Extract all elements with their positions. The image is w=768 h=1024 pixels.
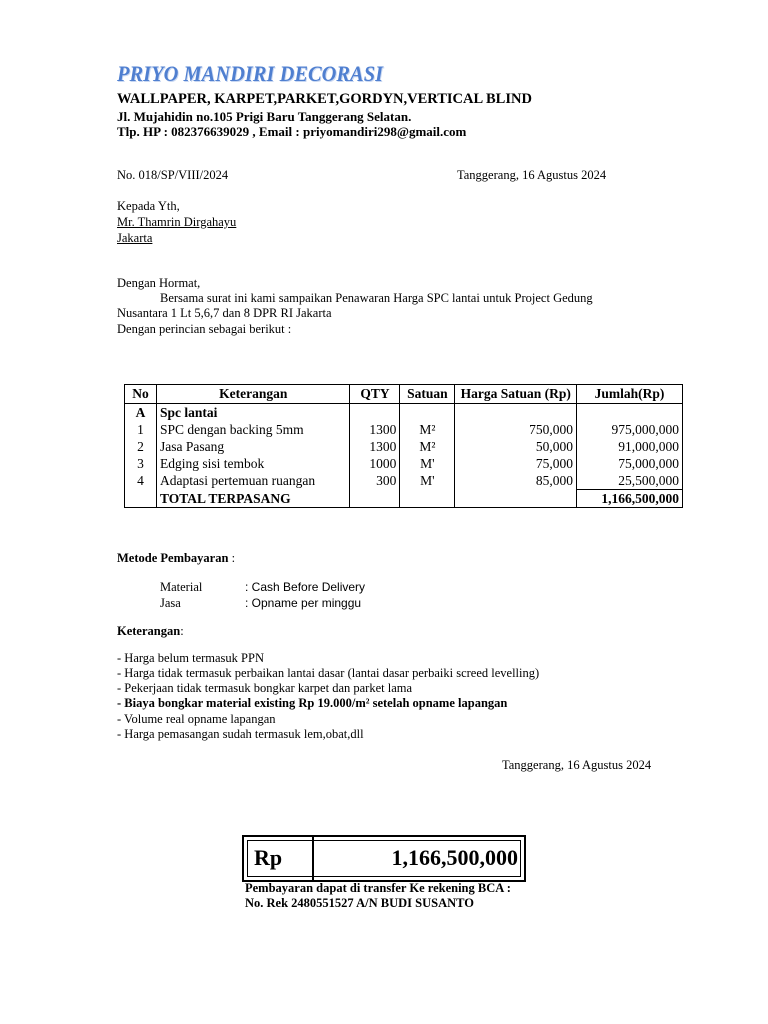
payment-title: Metode Pembayaran: [117, 551, 229, 565]
section-no: A: [125, 404, 157, 422]
row-qty: 1300: [350, 421, 400, 438]
company-contact: Tlp. HP : 082376639029 , Email : priyomandiri298@gmail.com: [117, 124, 467, 139]
row-unit: M²: [400, 421, 455, 438]
row-total: 25,500,000: [577, 472, 683, 490]
header-total: Jumlah(Rp): [577, 385, 683, 404]
total-value: 1,166,500,000: [577, 490, 683, 508]
header-unit: Satuan: [400, 385, 455, 404]
header-qty: QTY: [350, 385, 400, 404]
row-no: 1: [125, 421, 157, 438]
bank-account: No. Rek 2480551527 A/N BUDI SUSANTO: [245, 896, 474, 910]
section-row: [125, 404, 683, 422]
letter-number: No. 018/SP/VIII/2024: [117, 168, 229, 182]
total-label: TOTAL TERPASANG: [156, 490, 350, 508]
table-row: [125, 455, 683, 472]
payment-title-suffix: :: [228, 551, 236, 565]
letter-date: Tanggerang, 16 Agustus 2024: [457, 168, 607, 182]
row-no: 3: [125, 455, 157, 472]
to-label: Kepada Yth,: [117, 199, 180, 213]
row-unit: M': [400, 455, 455, 472]
row-no: 4: [125, 472, 157, 490]
table-row: [125, 438, 683, 455]
notes-title-suffix: :: [180, 624, 184, 638]
row-total: 975,000,000: [577, 421, 683, 438]
note-item: - Pekerjaan tidak termasuk bongkar karpet dan parket lama: [117, 681, 413, 695]
body-line-2: Nusantara 1 Lt 5,6,7 dan 8 DPR RI Jakarta: [117, 306, 332, 320]
row-price: 85,000: [455, 472, 577, 490]
row-description: Jasa Pasang: [156, 438, 350, 455]
recipient-city: Jakarta: [117, 231, 153, 245]
body-line-3: Dengan perincian sebagai berikut :: [117, 322, 292, 336]
header-unit-price: Harga Satuan (Rp): [455, 385, 577, 404]
note-item: - Harga pemasangan sudah termasuk lem,obat,dll: [117, 727, 364, 741]
greeting: Dengan Hormat,: [117, 276, 201, 290]
payment-material-label: Material: [160, 580, 203, 594]
notes-heading: [117, 624, 184, 639]
payment-jasa-label: Jasa: [160, 596, 181, 610]
table-row: [125, 421, 683, 438]
grand-total-box: [242, 835, 526, 882]
header-no: No: [125, 385, 157, 404]
row-unit: M': [400, 472, 455, 490]
row-price: 50,000: [455, 438, 577, 455]
row-price: 75,000: [455, 455, 577, 472]
note-item: - Biaya bongkar material existing Rp 19.000/m² setelah opname lapangan: [117, 696, 508, 710]
quotation-table: [124, 384, 683, 508]
recipient-name: Mr. Thamrin Dirgahayu: [117, 215, 237, 229]
notes-title: Keterangan: [117, 624, 181, 638]
table-row: [125, 472, 683, 490]
row-qty: 1000: [350, 455, 400, 472]
row-price: 750,000: [455, 421, 577, 438]
grand-total-amount: 1,166,500,000: [391, 845, 518, 870]
payment-jasa-value: : Opname per minggu: [245, 596, 362, 610]
row-description: SPC dengan backing 5mm: [156, 421, 350, 438]
total-row: [125, 490, 683, 508]
company-tagline: WALLPAPER, KARPET,PARKET,GORDYN,VERTICAL BLIND: [117, 91, 532, 107]
payment-heading: [117, 551, 235, 566]
row-total: 91,000,000: [577, 438, 683, 455]
row-unit: M²: [400, 438, 455, 455]
payment-material-value: : Cash Before Delivery: [245, 580, 366, 594]
row-qty: 300: [350, 472, 400, 490]
transfer-note: Pembayaran dapat di transfer Ke rekening BCA :: [245, 881, 511, 895]
currency-label: Rp: [254, 845, 283, 870]
row-description: Edging sisi tembok: [156, 455, 350, 472]
row-no: 2: [125, 438, 157, 455]
row-description: Adaptasi pertemuan ruangan: [156, 472, 350, 490]
company-address: Jl. Mujahidin no.105 Prigi Baru Tanggerang Selatan.: [117, 109, 412, 124]
section-title: Spc lantai: [156, 404, 350, 422]
closing-date: Tanggerang, 16 Agustus 2024: [502, 758, 652, 772]
row-total: 75,000,000: [577, 455, 683, 472]
body-line-1: Bersama surat ini kami sampaikan Penawaran Harga SPC lantai untuk Project Gedung: [160, 291, 593, 305]
note-item: - Harga tidak termasuk perbaikan lantai dasar (lantai dasar perbaiki screed levelling): [117, 666, 540, 680]
company-name: PRIYO MANDIRI DECORASI: [117, 61, 384, 86]
header-description: Keterangan: [156, 385, 350, 404]
table-header-row: [125, 385, 683, 404]
note-item: - Volume real opname lapangan: [117, 712, 276, 726]
note-item: - Harga belum termasuk PPN: [117, 651, 264, 665]
row-qty: 1300: [350, 438, 400, 455]
